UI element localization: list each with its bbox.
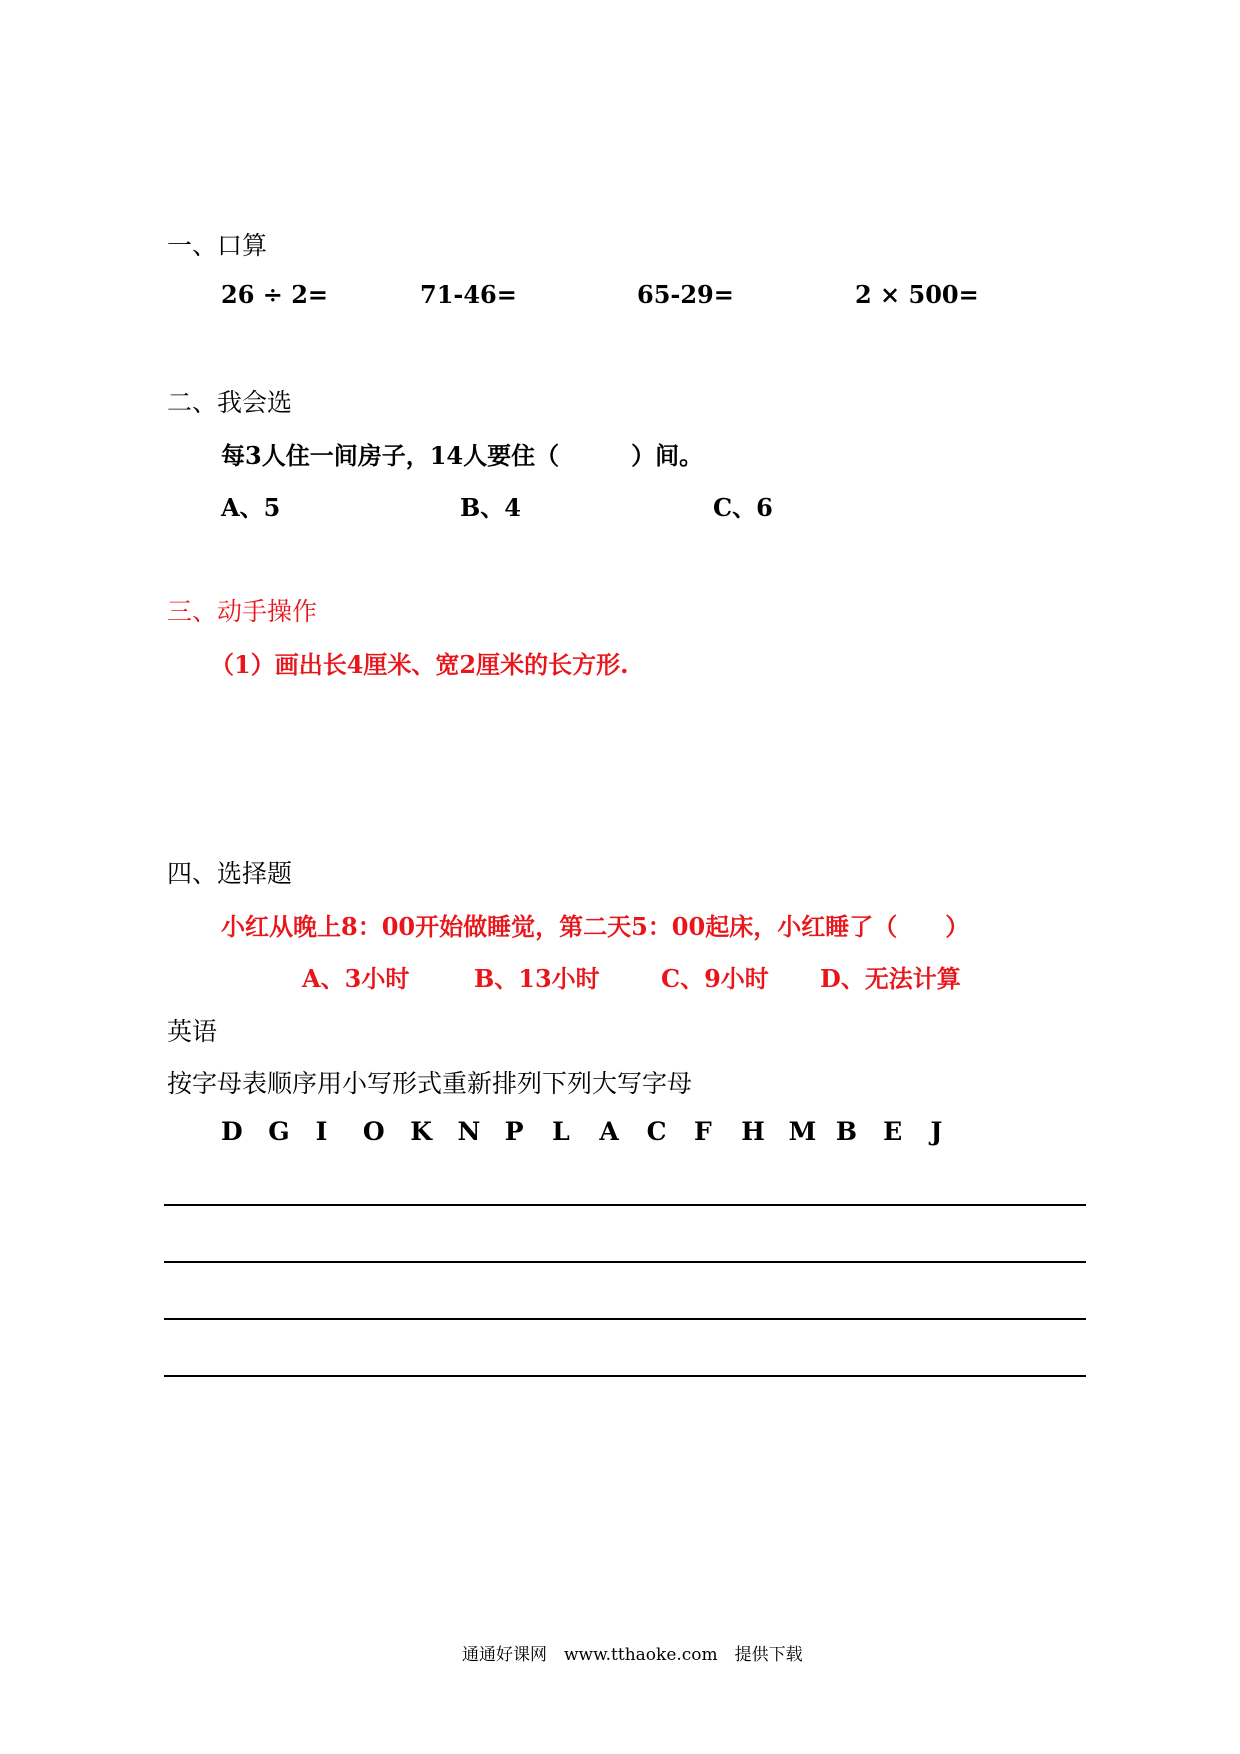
mental-math-item-1: 26 ÷ 2= (221, 280, 329, 309)
section4-option-b: B、13小时 (474, 964, 600, 993)
letter-10: C (646, 1117, 667, 1146)
writing-line-1 (164, 1204, 1086, 1206)
english-instruction: 按字母表顺序用小写形式重新排列下列大写字母 (167, 1069, 693, 1098)
section2-option-b: B、4 (460, 493, 521, 522)
section2-heading: 二、我会选 (167, 388, 293, 417)
footer-credit: 通通好课网 www.tthaoke.com 提供下载 (462, 1645, 803, 1665)
letter-sequence (221, 1117, 978, 1146)
letter-11: F (693, 1117, 712, 1146)
mental-math-item-3: 65-29= (637, 280, 734, 309)
writing-line-3 (164, 1318, 1086, 1320)
letter-8: L (552, 1117, 570, 1146)
letter-3: I (315, 1117, 328, 1146)
section3-task: （1）画出长4厘米、宽2厘米的长方形. (210, 650, 629, 679)
letter-2: G (268, 1117, 290, 1146)
letter-13: M (788, 1117, 817, 1146)
section4-option-d: D、无法计算 (820, 964, 961, 993)
letter-7: P (504, 1117, 524, 1146)
letter-4: O (362, 1117, 385, 1146)
letter-14: B (835, 1117, 857, 1146)
section2-question: 每3人住一间房子，14人要住（ ）间。 (221, 441, 704, 470)
english-heading: 英语 (167, 1017, 218, 1046)
section4-option-c: C、9小时 (661, 964, 769, 993)
section4-heading: 四、选择题 (167, 859, 293, 888)
section3-heading: 三、动手操作 (167, 597, 318, 626)
section2-option-c: C、6 (713, 493, 773, 522)
letter-16: J (930, 1117, 943, 1146)
letter-9: A (599, 1117, 619, 1146)
section1-heading: 一、口算 (167, 231, 268, 260)
section4-question: 小红从晚上8：00开始做睡觉，第二天5：00起床，小红睡了（ ） (221, 912, 970, 941)
mental-math-item-4: 2 × 500= (855, 280, 979, 309)
letter-1: D (221, 1117, 243, 1146)
letter-5: K (410, 1117, 432, 1146)
letter-12: H (741, 1117, 765, 1146)
writing-line-2 (164, 1261, 1086, 1263)
letter-15: E (883, 1117, 903, 1146)
section4-option-a: A、3小时 (302, 964, 410, 993)
letter-6: N (457, 1117, 481, 1146)
writing-line-4 (164, 1375, 1086, 1377)
mental-math-item-2: 71-46= (420, 280, 517, 309)
section2-option-a: A、5 (221, 493, 281, 522)
